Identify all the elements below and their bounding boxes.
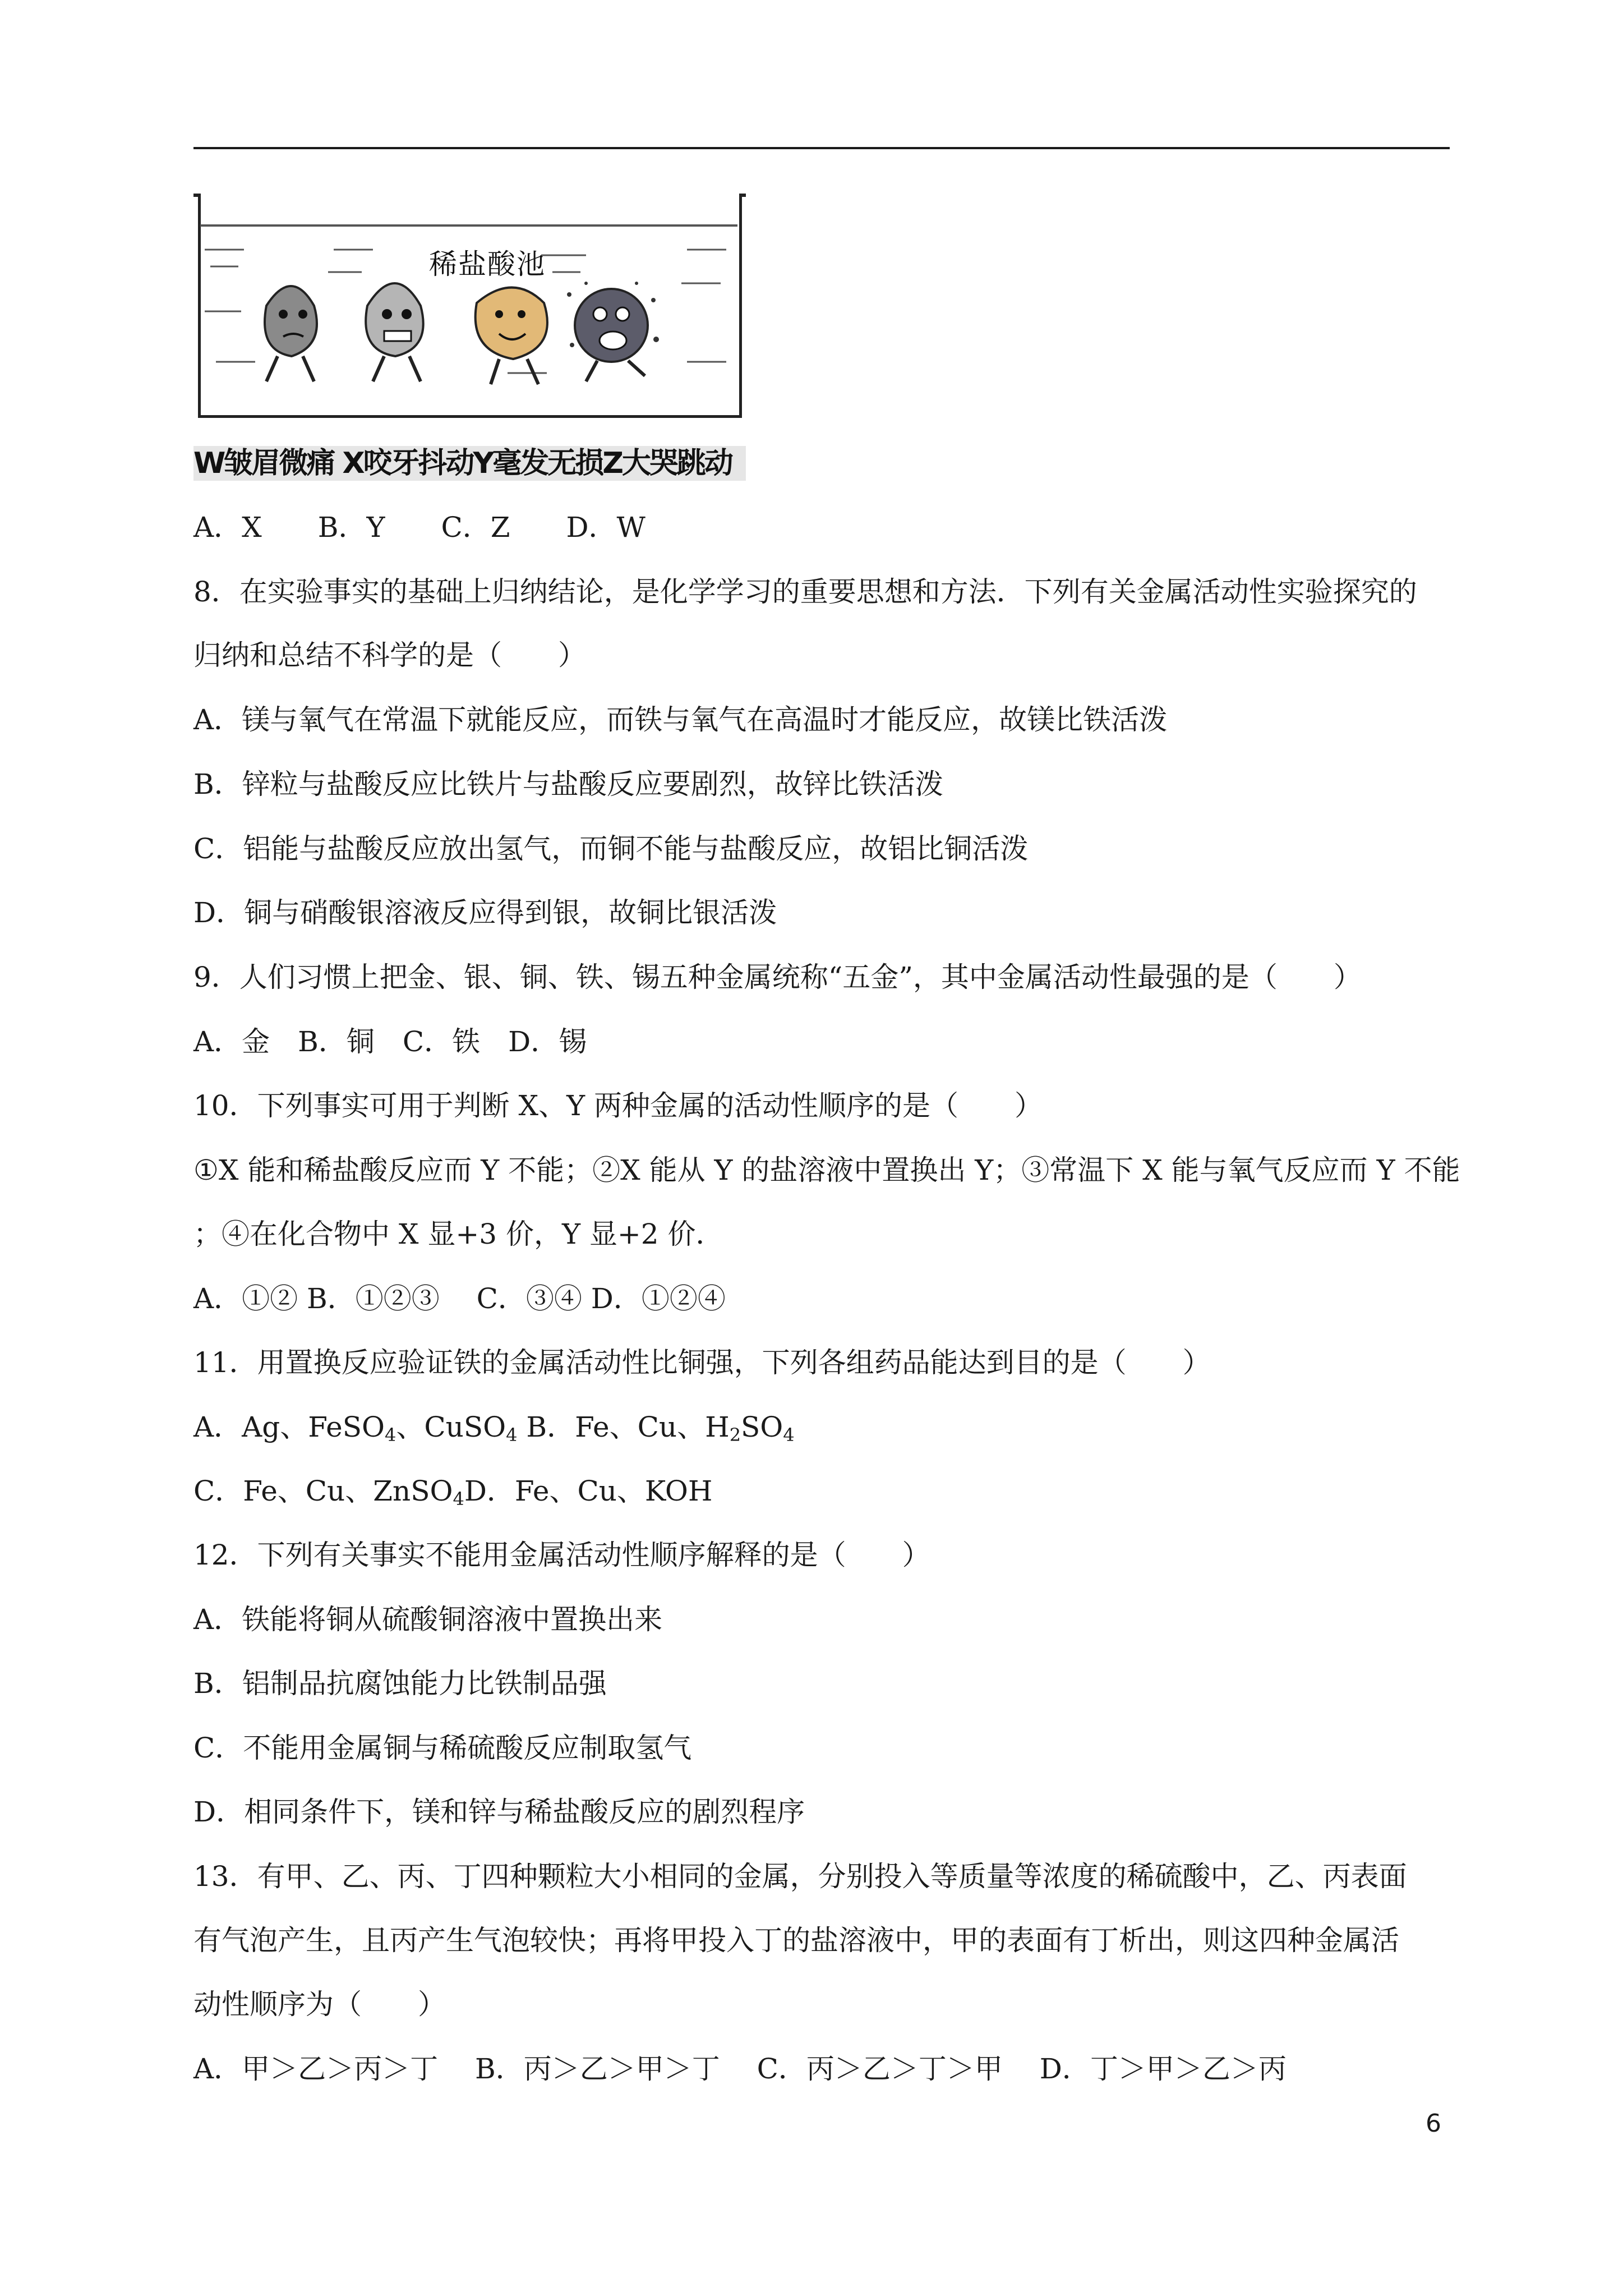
q12-option-b: B．铝制品抗腐蚀能力比铁制品强: [193, 1667, 607, 1700]
metal-w-icon: [265, 286, 317, 381]
subscript: 4: [453, 1488, 464, 1510]
q8-stem-line2: 归纳和总结不科学的是（ ）: [193, 639, 586, 671]
q12-option-d: D．相同条件下，镁和锌与稀盐酸反应的剧烈程序: [193, 1796, 805, 1828]
q12-stem: 12．下列有关事实不能用金属活动性顺序解释的是（ ）: [193, 1539, 930, 1571]
q8-option-c: C．铝能与盐酸反应放出氢气，而铜不能与盐酸反应，故铝比铜活泼: [193, 832, 1029, 865]
q10-detail-line1: ①X 能和稀盐酸反应而 Y 不能；②X 能从 Y 的盐溶液中置换出 Y；③常温下 X 能与氧气反应而 Y 不能: [193, 1154, 1460, 1186]
metal-z-icon: [567, 282, 659, 381]
metal-x-icon: [366, 283, 423, 381]
q11-options-ab: [193, 1410, 795, 1452]
q8-option-a: A．镁与氧气在常温下就能反应，而铁与氧气在高温时才能反应，故镁比铁活泼: [193, 703, 1168, 736]
q8-stem-line1: 8．在实验事实的基础上归纳结论，是化学学习的重要思想和方法．下列有关金属活动性实验探究的: [193, 576, 1417, 608]
q13-options: A．甲＞乙＞丙＞丁 B．丙＞乙＞甲＞丁 C．丙＞乙＞丁＞甲 D．丁＞甲＞乙＞丙: [193, 2053, 1287, 2085]
figure-caption: W皱眉微痛 X咬牙抖动Y毫发无损Z大哭跳动: [193, 446, 746, 481]
q11-option-b-mid: SO: [741, 1411, 783, 1443]
q11-option-b-prefix: B．Fe、Cu、H: [517, 1411, 730, 1443]
q9-options: A．金 B．铜 C．铁 D．锡: [193, 1025, 587, 1058]
q9-stem: 9．人们习惯上把金、银、铜、铁、锡五种金属统称“五金”，其中金属活动性最强的是（ ）: [193, 961, 1362, 993]
q11-option-c: C．Fe、Cu、ZnSO: [193, 1475, 453, 1507]
page-number: 6: [1426, 2109, 1441, 2138]
metal-characters-illustration: [193, 194, 746, 446]
q7-options: A．X B．Y C．Z D．W: [193, 511, 645, 544]
acid-pool-figure: [193, 194, 746, 481]
q10-detail-line2: ；④在化合物中 X 显+3 价，Y 显+2 价．: [193, 1218, 724, 1250]
q11-options-cd: [193, 1474, 713, 1516]
subscript: 4: [783, 1424, 795, 1446]
header-rule: [193, 147, 1450, 149]
q11-option-a-prefix: A．Ag、FeSO: [193, 1411, 385, 1443]
q13-stem-line3: 动性顺序为（ ）: [193, 1988, 446, 2021]
q8-option-d: D．铜与硝酸银溶液反应得到银，故铜比银活泼: [193, 896, 777, 929]
metal-y-icon: [476, 288, 547, 385]
q11-stem: 11．用置换反应验证铁的金属活动性比铜强，下列各组药品能达到目的是（ ）: [193, 1346, 1211, 1379]
q11-option-d: D．Fe、Cu、KOH: [464, 1475, 713, 1507]
subscript: 4: [385, 1424, 396, 1446]
q8-option-b: B．锌粒与盐酸反应比铁片与盐酸反应要剧烈，故锌比铁活泼: [193, 768, 943, 800]
tank-label: 稀盐酸池: [429, 248, 546, 280]
q13-stem-line2: 有气泡产生，且丙产生气泡较快；再将甲投入丁的盐溶液中，甲的表面有丁析出，则这四种金属活: [193, 1924, 1399, 1957]
q10-options: A．①② B．①②③ C．③④ D．①②④: [193, 1282, 726, 1315]
q12-option-a: A．铁能将铜从硫酸铜溶液中置换出来: [193, 1603, 663, 1636]
subscript: 4: [506, 1424, 518, 1446]
q10-stem: 10．下列事实可用于判断 X、Y 两种金属的活动性顺序的是（ ）: [193, 1089, 1043, 1122]
q11-option-a-mid: 、CuSO: [396, 1411, 506, 1443]
q13-stem-line1: 13．有甲、乙、丙、丁四种颗粒大小相同的金属，分别投入等质量等浓度的稀硫酸中，乙、丙表面: [193, 1860, 1407, 1893]
subscript: 2: [729, 1424, 741, 1446]
q12-option-c: C．不能用金属铜与稀硫酸反应制取氢气: [193, 1732, 692, 1764]
